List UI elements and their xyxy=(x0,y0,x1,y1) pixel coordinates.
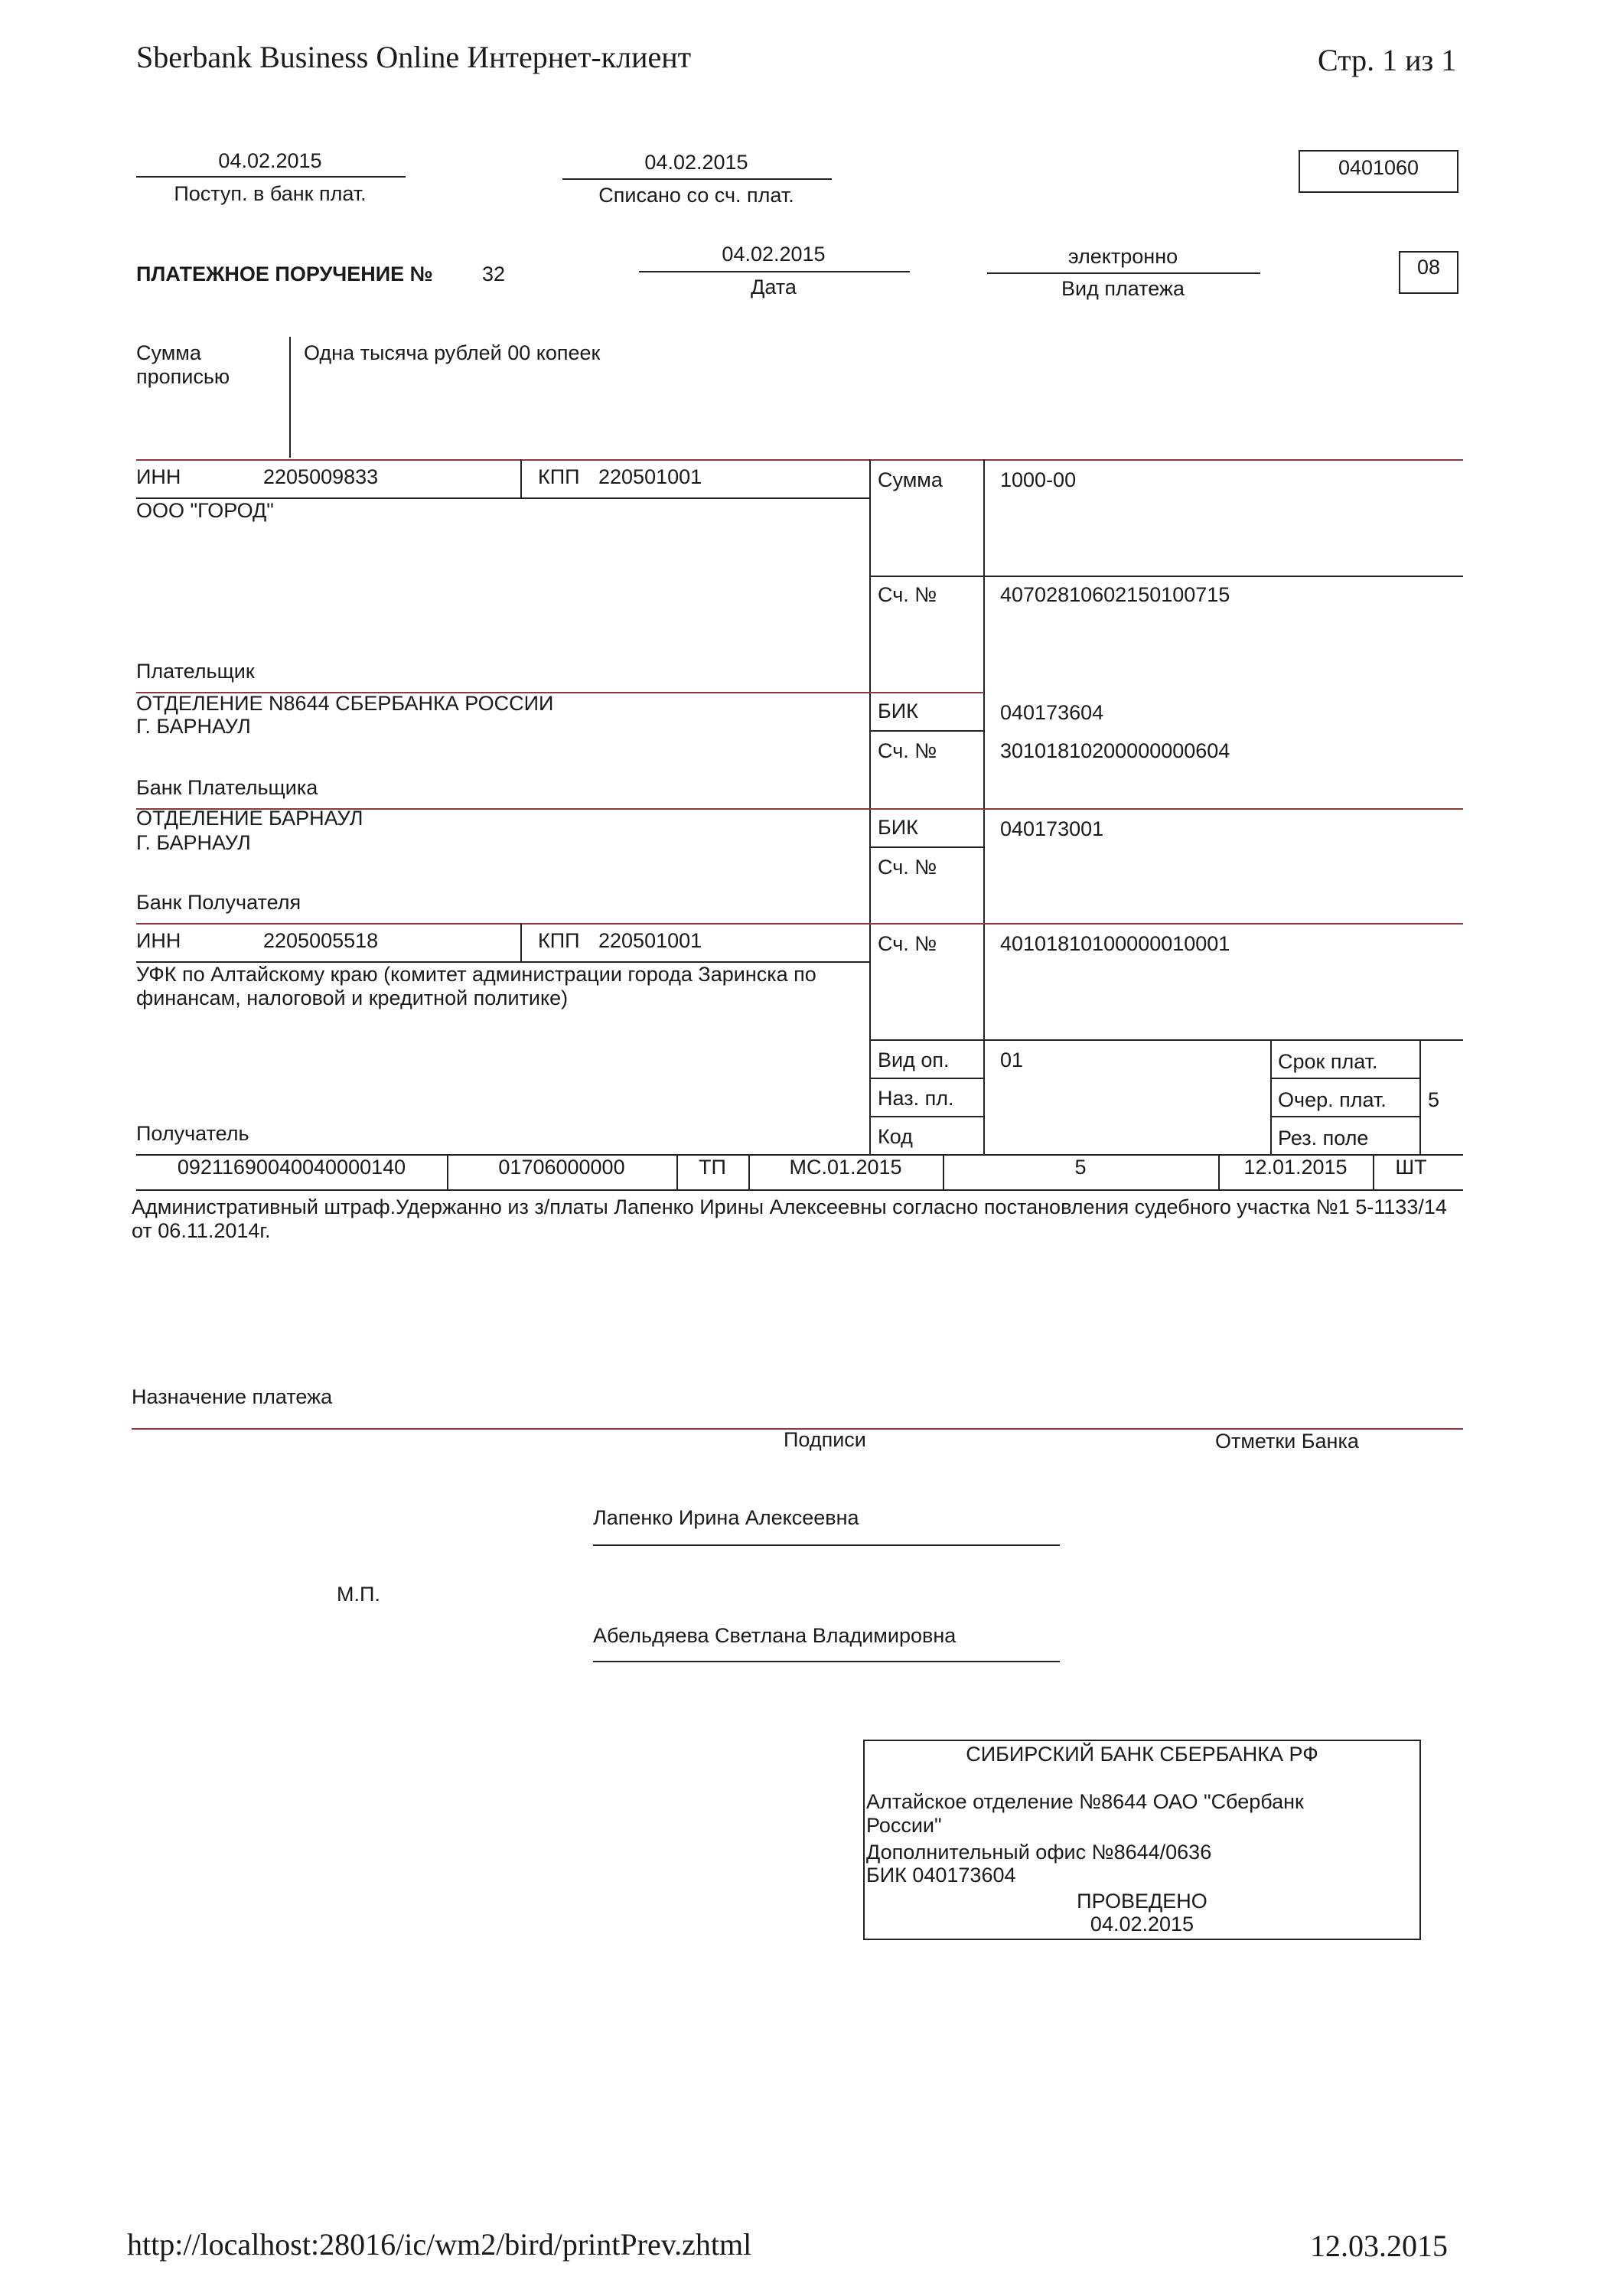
footer-url: http://localhost:28016/ic/wm2/bird/printPrev.zhtml xyxy=(127,2227,752,2262)
order-number: 32 xyxy=(482,263,506,285)
tax-type: ШТ xyxy=(1395,1156,1427,1179)
form-code: 0401060 xyxy=(1338,156,1419,179)
debited-date: 04.02.2015 xyxy=(644,151,748,174)
tax-period: МС.01.2015 xyxy=(789,1156,902,1179)
payment-type-line xyxy=(987,272,1260,274)
bank-stamp-date: 04.02.2015 xyxy=(1090,1913,1194,1936)
tax-oktmo: 01706000000 xyxy=(498,1156,625,1179)
payer-bank-bik-label: БИК xyxy=(878,700,918,722)
payer-name: ООО "ГОРОД" xyxy=(136,499,274,522)
debited-label: Списано со сч. плат. xyxy=(598,184,794,207)
received-label: Поступ. в банк плат. xyxy=(174,182,367,205)
order-title: ПЛАТЕЖНОЕ ПОРУЧЕНИЕ № xyxy=(136,263,433,285)
form-code-box xyxy=(1299,150,1458,193)
priority-label: Очер. плат. xyxy=(1278,1088,1387,1111)
bank-marks-label: Отметки Банка xyxy=(1215,1430,1359,1453)
payment-type-label: Вид платежа xyxy=(1061,277,1185,300)
footer-date: 12.03.2015 xyxy=(1310,2229,1448,2263)
payee-account: 40101810100000010001 xyxy=(1000,932,1230,955)
op-type: 01 xyxy=(1000,1049,1024,1071)
amount-words-divider xyxy=(289,337,291,458)
debited-date-line xyxy=(562,178,832,180)
amount-words-label: Сумма прописью xyxy=(136,341,230,389)
payee-bank-bik-label: БИК xyxy=(878,816,918,839)
status-code-box xyxy=(1399,251,1458,294)
tax-kbk: 09211690040040000140 xyxy=(177,1156,406,1179)
bank-stamp-line3: БИК 040173604 xyxy=(866,1864,1016,1887)
payer-bank-city: Г. БАРНАУЛ xyxy=(136,715,251,738)
order-date-line xyxy=(639,271,910,272)
tax-doc-date: 12.01.2015 xyxy=(1243,1156,1348,1179)
payer-bank-account: 30101810200000000604 xyxy=(1000,739,1230,762)
order-date-label: Дата xyxy=(751,276,797,298)
grid-vline-center xyxy=(869,459,871,1154)
purpose-text: Административный штраф.Удержанно из з/платы Лапенко Ирины Алексеевны согласно постановления судебного участка №1 5-1133/14 от 06.11.2014г. xyxy=(132,1195,1447,1243)
signer-1-line xyxy=(593,1544,1060,1546)
app-title: Sberbank Business Online Интернет-клиент xyxy=(136,40,692,74)
page-info: Стр. 1 из 1 xyxy=(1318,43,1457,77)
payer-amount: 1000-00 xyxy=(1000,468,1077,491)
purpose-label: Назначение платежа xyxy=(132,1385,333,1408)
op-type-label: Вид оп. xyxy=(878,1049,950,1071)
payee-label: Получатель xyxy=(136,1122,249,1145)
signer-2-line xyxy=(593,1661,1060,1662)
payee-inn-divider xyxy=(520,923,522,961)
payee-bank-bik: 040173001 xyxy=(1000,817,1104,840)
payee-account-label: Сч. № xyxy=(878,932,937,955)
term-line xyxy=(1270,1078,1419,1079)
payee-account-line xyxy=(869,1039,1463,1041)
payer-account: 40702810602150100715 xyxy=(1000,583,1230,606)
signatures-label: Подписи xyxy=(784,1428,866,1451)
code-label: Код xyxy=(878,1125,913,1148)
payee-kpp: 220501001 xyxy=(598,929,702,952)
tax-doc-number: 5 xyxy=(1074,1156,1087,1179)
purpose-code-label: Наз. пл. xyxy=(878,1087,954,1110)
payer-inn-label: ИНН xyxy=(136,465,181,488)
bank-stamp-status: ПРОВЕДЕНО xyxy=(1077,1890,1207,1913)
payer-bank-label: Банк Плательщика xyxy=(136,776,318,799)
payer-inn-divider xyxy=(520,459,522,497)
term-value-divider xyxy=(1419,1039,1421,1154)
stamp-place: М.П. xyxy=(337,1583,380,1606)
payer-bank-name: ОТДЕЛЕНИЕ N8644 СБЕРБАНКА РОССИИ xyxy=(136,692,554,715)
payer-kpp-label: КПП xyxy=(538,465,580,488)
op-type-line xyxy=(869,1078,984,1079)
payee-inn: 2205005518 xyxy=(263,929,379,952)
payer-bank-bik-line xyxy=(869,730,984,732)
grid-line-top xyxy=(136,459,1463,461)
payer-amount-line xyxy=(869,576,1463,577)
status-code: 08 xyxy=(1416,256,1441,279)
bank-stamp-title: СИБИРСКИЙ БАНК СБЕРБАНКА РФ xyxy=(966,1743,1318,1766)
term-label: Срок плат. xyxy=(1278,1050,1378,1073)
payee-bank-bik-line xyxy=(869,846,984,848)
priority-value: 5 xyxy=(1428,1088,1440,1111)
tax-basis: ТП xyxy=(699,1156,726,1179)
grid-vline-right xyxy=(983,459,985,1154)
payee-bank-name: ОТДЕЛЕНИЕ БАРНАУЛ xyxy=(136,807,363,830)
tax-bottom-line xyxy=(136,1189,1463,1191)
reserve-label: Рез. поле xyxy=(1278,1127,1369,1150)
payee-bank-city: Г. БАРНАУЛ xyxy=(136,831,251,854)
signer-2: Абельдяева Светлана Владимировна xyxy=(593,1624,957,1647)
payee-name: УФК по Алтайскому краю (комитет администрации города Заринска по финансам, налоговой и кредитной политике) xyxy=(136,963,816,1010)
bank-stamp xyxy=(863,1740,1421,1940)
bank-stamp-line2: Дополнительный офис №8644/0636 xyxy=(866,1841,1212,1864)
bank-stamp-line1: Алтайское отделение №8644 ОАО "Сбербанк России" xyxy=(866,1790,1304,1838)
priority-line xyxy=(1270,1116,1419,1117)
payee-kpp-label: КПП xyxy=(538,929,580,952)
payer-label: Плательщик xyxy=(136,660,255,683)
term-divider xyxy=(1270,1039,1272,1154)
order-date: 04.02.2015 xyxy=(722,243,826,266)
payer-bank-bik: 040173604 xyxy=(1000,701,1104,724)
payer-amount-label: Сумма xyxy=(878,468,943,491)
purpose-code-line xyxy=(869,1116,984,1117)
received-date-line xyxy=(136,176,406,178)
received-date: 04.02.2015 xyxy=(218,149,322,172)
amount-words-value: Одна тысяча рублей 00 копеек xyxy=(304,341,601,364)
payee-bank-bottom-line xyxy=(136,923,1463,925)
payee-bank-account-label: Сч. № xyxy=(878,856,937,879)
payer-inn: 2205009833 xyxy=(263,465,379,488)
payer-bank-account-label: Сч. № xyxy=(878,739,937,762)
payee-inn-label: ИНН xyxy=(136,929,181,952)
payer-kpp: 220501001 xyxy=(598,465,702,488)
payee-bank-label: Банк Получателя xyxy=(136,891,301,914)
signer-1: Лапенко Ирина Алексеевна xyxy=(593,1506,859,1529)
payment-type: электронно xyxy=(1067,245,1178,268)
payer-account-label: Сч. № xyxy=(878,583,937,606)
